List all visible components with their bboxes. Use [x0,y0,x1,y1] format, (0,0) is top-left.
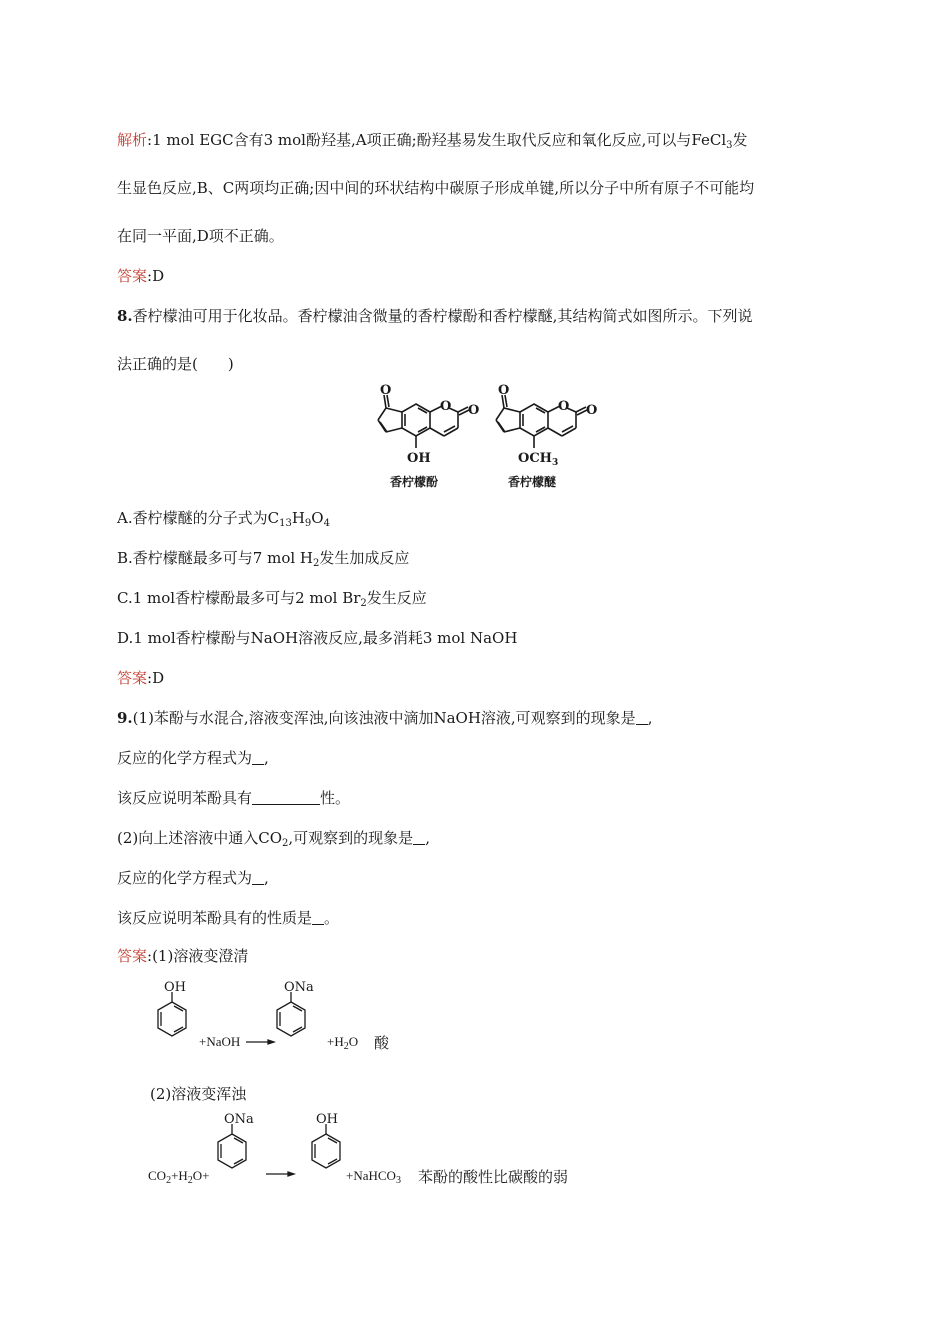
acidic-property: 酸 [374,1034,390,1052]
co2-water-term: $CO_2+H_2O+$ [148,1168,210,1186]
bergaptol-name: 香柠檬酚 [390,475,439,489]
ring-oxygen: O [558,399,570,414]
option-d: D.1 mol香柠檬酚与NaOH溶液反应,最多消耗3 mol NaOH [117,629,518,647]
bergapten-name: 香柠檬醚 [508,475,557,489]
answer-label: 答案 [117,669,148,687]
analysis-line-2: 生显色反应,B、C两项均正确;因中间的环状结构中碳原子形成单键,所以分子中所有原子不可能均 [117,179,755,197]
analysis-line-3: 在同一平面,D项不正确。 [117,227,284,245]
analysis-line-1: 解析:1 mol EGC含有3 mol酚羟基,A项正确;酚羟基易发生取代反应和氧化反应,可以与FeCl$_3$发 [117,131,748,151]
methoxy-group: $OCH_3$ [518,451,559,468]
question-number: 9. [117,709,133,727]
question-9-part2-line3: 该反应说明苯酚具有的性质是 。 [117,909,340,927]
answer-blank[interactable] [252,870,264,885]
option-c: C.1 mol香柠檬酚最多可与2 mol $Br_2$发生反应 [117,589,427,609]
option-a: A.香柠檬醚的分子式为$C_{13}H_9O_4$ [117,509,330,529]
nahco3-term: +NaHCO$_3$ [346,1168,401,1186]
question-number: 8. [117,307,133,325]
naoh-term: +NaOH [199,1034,241,1049]
hydroxyl-group: OH [164,980,186,995]
answer-blank[interactable] [312,910,324,925]
answer-8: 答案:D [117,669,165,687]
carbonyl-oxygen: O [498,383,510,398]
answer-9-part1: 答案:(1)溶液变澄清 [117,947,249,965]
lactone-oxygen: O [586,403,598,418]
carbonyl-oxygen: O [380,383,392,398]
analysis-label: 解析 [117,131,148,149]
question-9-part1-line2: 反应的化学方程式为 , [117,749,269,767]
answer-label: 答案 [117,947,148,965]
answer-blank[interactable] [413,830,425,845]
ring-oxygen: O [440,399,452,414]
water-term: $+H_2O$ [327,1034,359,1052]
question-8-stem-2: 法正确的是( ) [117,355,234,373]
answer-blank[interactable] [636,710,648,725]
bergapten-structure [478,382,608,472]
lactone-oxygen: O [468,403,480,418]
hydroxyl-group: OH [407,451,431,466]
bergaptol-structure [360,382,490,472]
answer-blank[interactable] [252,750,264,765]
question-9-part2-line1: (2)向上述溶液中通入$CO_2$,可观察到的现象是 , [117,829,430,849]
answer-label: 答案 [117,267,148,285]
phenoxide-group: ONa [224,1112,254,1127]
question-8-stem-1: 8.香柠檬油可用于化妆品。香柠檬油含微量的香柠檬酚和香柠檬醚,其结构简式如图所示。下列说 [117,307,753,325]
question-9-part1-line1: 9.(1)苯酚与水混合,溶液变浑浊,向该浊液中滴加NaOH溶液,可观察到的现象是 , [117,709,653,727]
phenoxide-group: ONa [284,980,314,995]
answer-blank[interactable] [252,790,320,805]
question-9-part1-line3: 该反应说明苯酚具有 性。 [117,789,351,807]
conclusion: 苯酚的酸性比碳酸的弱 [418,1168,569,1186]
option-b: B.香柠檬醚最多可与7 mol $H_2$发生加成反应 [117,549,410,569]
answer-9-part2: (2)溶液变浑浊 [150,1085,247,1103]
hydroxyl-group: OH [316,1112,338,1127]
answer-7: 答案:D [117,267,165,285]
question-9-part2-line2: 反应的化学方程式为 , [117,869,269,887]
